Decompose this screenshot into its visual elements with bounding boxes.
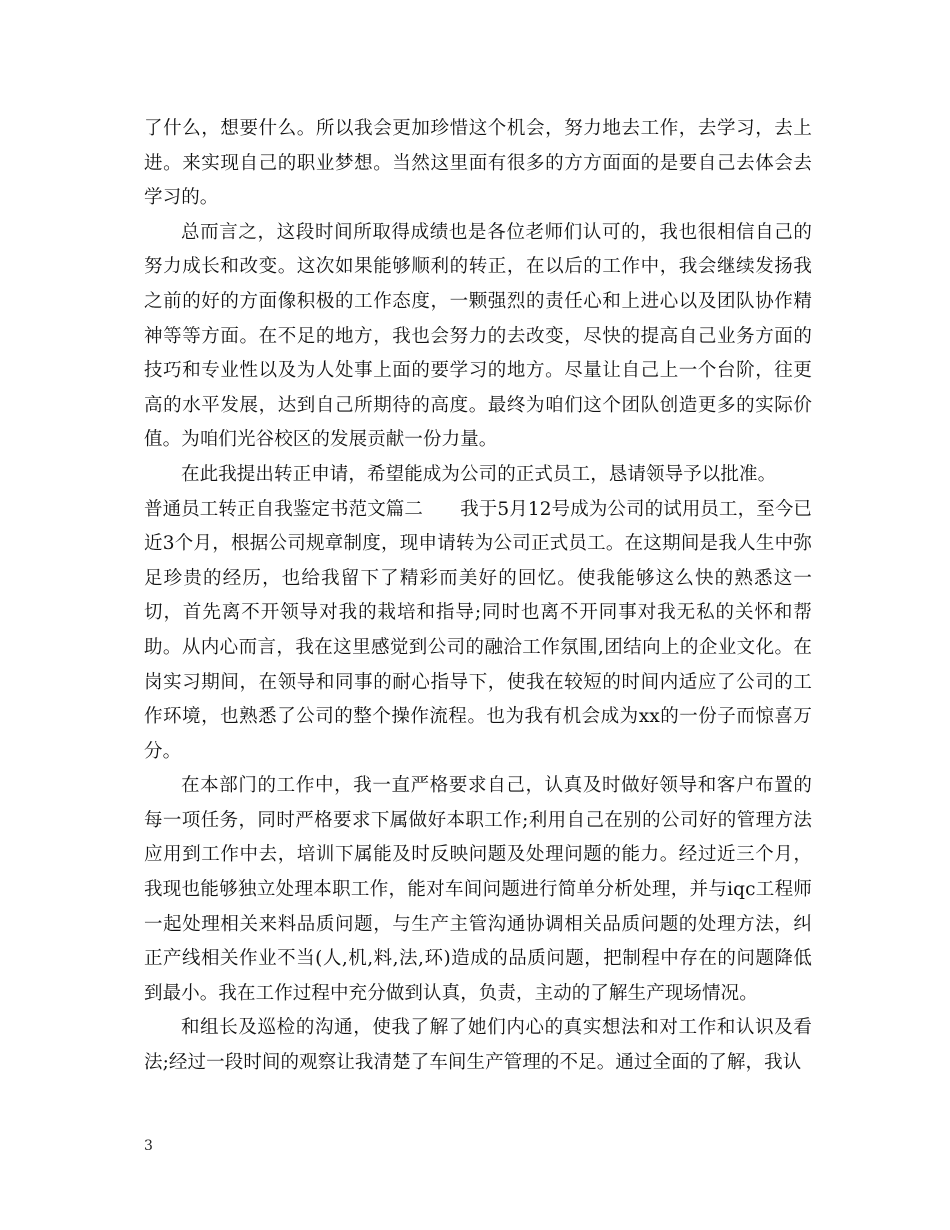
paragraph-1: 了什么，想要什么。所以我会更加珍惜这个机会，努力地去工作，去学习，去上进。来实现自己的职业梦想。当然这里面有很多的方方面面的是要自己去体会去学习的。: [144, 118, 812, 209]
paragraph-6: 和组长及巡检的沟通，使我了解了她们内心的真实想法和对工作和认识及看法;经过一段时间的观察让我清楚了车间生产管理的不足。通过全面的了解，我认: [144, 1017, 812, 1074]
paragraph-3: 在此我提出转正申请，希望能成为公司的正式员工，恳请领导予以批准。: [181, 463, 777, 485]
paragraph-5: 在本部门的工作中，我一直严格要求自己，认真及时做好领导和客户布置的每一项任务，同时严格要求下属做好本职工作;利用自己在别的公司好的管理方法应用到工作中去，培训下属能及时反映问题及处理问题的能力。经过近三个月，我现也能够独立处理本职工作，能对车间问题进行简单分析处理，并与iqc工程师一起处理相关来料品质问题，与生产主管沟通协调相关品质问题的处理方法，纠正产线相关作业不当(人,机,料,法,环)造成的品质问题，把制程中存在的问题降低到最小。我在工作过程中充分做到认真，负责，主动的了解生产现场情况。: [144, 775, 812, 1004]
paragraph-4: 普通员工转正自我鉴定书范文篇二 我于5月12号成为公司的试用员工，至今已近3个月，根据公司规章制度，现申请转为公司正式员工。在这期间是我人生中弥足珍贵的经历，也给我留下了精彩而美好的回忆。使我能够这么快的熟悉这一切，首先离不开领导对我的栽培和指导;同时也离不开同事对我无私的关怀和帮助。从内心而言，我在这里感觉到公司的融洽工作氛围,团结向上的企业文化。在岗实习期间，在领导和同事的耐心指导下，使我在较短的时间内适应了公司的工作环境，也熟悉了公司的整个操作流程。也为我有机会成为xx的一份子而惊喜万分。: [144, 498, 813, 762]
page-number: 3: [144, 1138, 153, 1154]
paragraph-2: 总而言之，这段时间所取得成绩也是各位老师们认可的，我也很相信自己的努力成长和改变。这次如果能够顺利的转正，在以后的工作中，我会继续发扬我之前的好的方面像积极的工作态度，一颗强烈的责任心和上进心以及团队协作精神等等方面。在不足的地方，我也会努力的去改变，尽快的提高自己业务方面的技巧和专业性以及为人处事上面的要学习的地方。尽量让自己上一个台阶，往更高的水平发展，达到自己所期待的高度。最终为咱们这个团队创造更多的实际价值。为咱们光谷校区的发展贡献一份力量。: [144, 221, 812, 451]
document-body: [144, 112, 812, 1081]
